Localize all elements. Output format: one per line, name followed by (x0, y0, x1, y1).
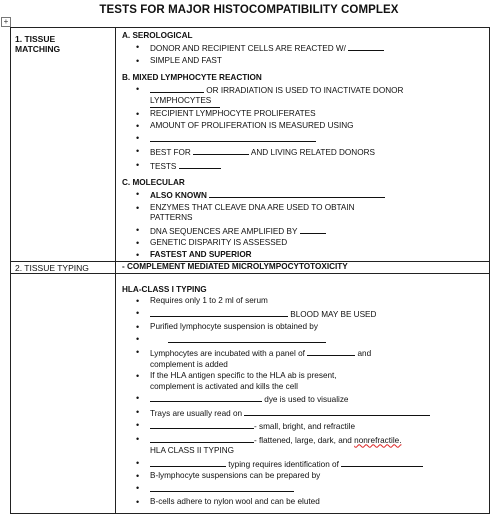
list-item (136, 322, 485, 333)
mlr-list (122, 84, 485, 173)
table-row (11, 28, 490, 262)
list-item-text: B-lymphocyte suspensions can be prepared by (150, 471, 321, 480)
row-label-tissue-matching (11, 28, 116, 262)
list-item-text: OR IRRADIATION IS USED TO INACTIVATE DONOR (206, 85, 404, 95)
fill-in-blank[interactable] (150, 133, 316, 142)
fill-in-blank[interactable] (150, 420, 254, 429)
list-item (136, 334, 485, 347)
list-item (136, 250, 485, 261)
list-item-text: ENZYMES THAT CLEAVE DNA ARE USED TO OBTAIN (150, 202, 355, 212)
list-item (136, 56, 485, 67)
fill-in-blank[interactable] (341, 458, 423, 467)
list-item-text: Purified lymphocyte suspension is obtained by (150, 321, 318, 331)
fill-in-blank[interactable] (244, 407, 430, 416)
fill-in-blank[interactable] (150, 483, 294, 492)
list-item (136, 393, 485, 406)
list-item-text: B-cells adhere to nylon wool and can be eluted (150, 496, 320, 506)
list-item (136, 225, 485, 238)
section-heading-hla-class-1: HLA-CLASS I TYPING (122, 285, 207, 294)
table-move-handle-icon[interactable]: + (1, 17, 11, 27)
list-item (136, 146, 485, 159)
row-label-empty (11, 274, 116, 514)
list-item-text: ALSO KNOWN (150, 191, 207, 200)
section-heading-mlr: B. MIXED LYMPHOCYTE REACTION (122, 72, 262, 82)
list-item-text: BLOOD MAY BE USED (290, 310, 377, 319)
list-item-text: GENETIC DISPARITY IS ASSESSED (150, 238, 288, 247)
list-item-text: AMOUNT OF PROLIFERATION IS MEASURED USING (150, 120, 354, 130)
section-heading-molecular: C. MOLECULAR (122, 178, 185, 187)
hla-class-2-list (122, 458, 485, 508)
list-item-continuation: LYMPHOCYTES (150, 96, 220, 108)
misspelled-word: nonrefractile. (354, 435, 402, 445)
list-item (136, 483, 485, 496)
list-item (136, 471, 485, 482)
section-heading-hla-class-2: HLA CLASS II TYPING (150, 446, 235, 455)
table-row (11, 262, 490, 274)
row-label-tissue-typing: 2. TISSUE TYPING (11, 262, 116, 274)
list-item (136, 133, 485, 146)
list-item (136, 121, 485, 132)
list-item (136, 238, 485, 249)
list-item-text: dye is used to visualize (264, 395, 349, 404)
page-title: TESTS FOR MAJOR HISTOCOMPATIBILITY COMPLEX (99, 4, 399, 16)
list-item (136, 296, 485, 307)
list-item-text: If the HLA antigen specific to the HLA ab is present, (150, 371, 337, 380)
list-item (136, 458, 485, 471)
list-item (136, 407, 485, 420)
section-heading-serological: A. SEROLOGICAL (122, 31, 193, 40)
fill-in-blank[interactable] (179, 160, 221, 169)
list-item (136, 347, 485, 370)
list-item-text: TESTS (150, 161, 177, 171)
list-item (136, 497, 485, 508)
hla-typing-content (116, 274, 490, 514)
fill-in-blank[interactable] (150, 393, 262, 402)
list-item (136, 189, 485, 202)
fill-in-blank[interactable] (348, 42, 384, 51)
list-item (136, 420, 485, 433)
list-item-text: - small, bright, and refractile (254, 422, 356, 431)
list-item-text: DONOR AND RECIPIENT CELLS ARE REACTED W/ (150, 44, 346, 53)
list-item-continuation: complement is added (150, 359, 228, 369)
mhc-tests-table (10, 27, 490, 514)
list-item-text: BEST FOR (150, 148, 191, 157)
fill-in-blank[interactable] (150, 434, 254, 443)
fill-in-blank[interactable] (168, 334, 326, 343)
list-item (136, 203, 485, 224)
fill-in-blank[interactable] (300, 225, 326, 234)
molecular-list (122, 189, 485, 261)
table-row (11, 274, 490, 514)
list-item (136, 371, 485, 392)
fill-in-blank[interactable] (150, 458, 226, 467)
list-item-text: Trays are usually read on (150, 408, 243, 418)
list-item-text: DNA SEQUENCES ARE AMPLIFIED BY (150, 226, 298, 236)
list-item-text: RECIPIENT LYMPHOCYTE PROLIFERATES (150, 108, 316, 118)
tissue-typing-method: - COMPLEMENT MEDIATED MICROLYMPOCYTOTOXICITY (122, 262, 348, 271)
hla-class-1-list (122, 296, 485, 446)
fill-in-blank[interactable] (193, 146, 249, 155)
tissue-matching-content (116, 28, 490, 262)
fill-in-blank[interactable] (307, 347, 355, 356)
fill-in-blank[interactable] (209, 189, 385, 198)
list-item-text: and (357, 349, 372, 358)
list-item-text: Requires only 1 to 2 ml of serum (150, 296, 268, 305)
list-item-continuation: PATTERNS (150, 213, 193, 222)
list-item-text: SIMPLE AND FAST (150, 55, 222, 65)
list-item (136, 109, 485, 120)
list-item (136, 308, 485, 321)
serological-list (122, 42, 485, 67)
list-item (136, 42, 485, 55)
list-item-text: AND LIVING RELATED DONORS (250, 148, 375, 157)
list-item-text: typing requires identification of (228, 459, 339, 469)
row-label-line: 1. TISSUE (15, 34, 56, 44)
fill-in-blank[interactable] (150, 308, 288, 317)
tissue-typing-content (116, 262, 490, 274)
row-label-line: MATCHING (15, 44, 61, 54)
list-item (136, 160, 485, 173)
list-item-text: Lymphocytes are incubated with a panel of (150, 349, 305, 358)
list-item-text: FASTEST AND SUPERIOR (150, 250, 252, 259)
list-item-text: - flattened, large, dark, and (254, 435, 352, 445)
list-item (136, 84, 485, 108)
list-item-continuation: complement is activated and kills the cell (150, 381, 298, 391)
list-item (136, 434, 485, 447)
fill-in-blank[interactable] (150, 84, 204, 93)
